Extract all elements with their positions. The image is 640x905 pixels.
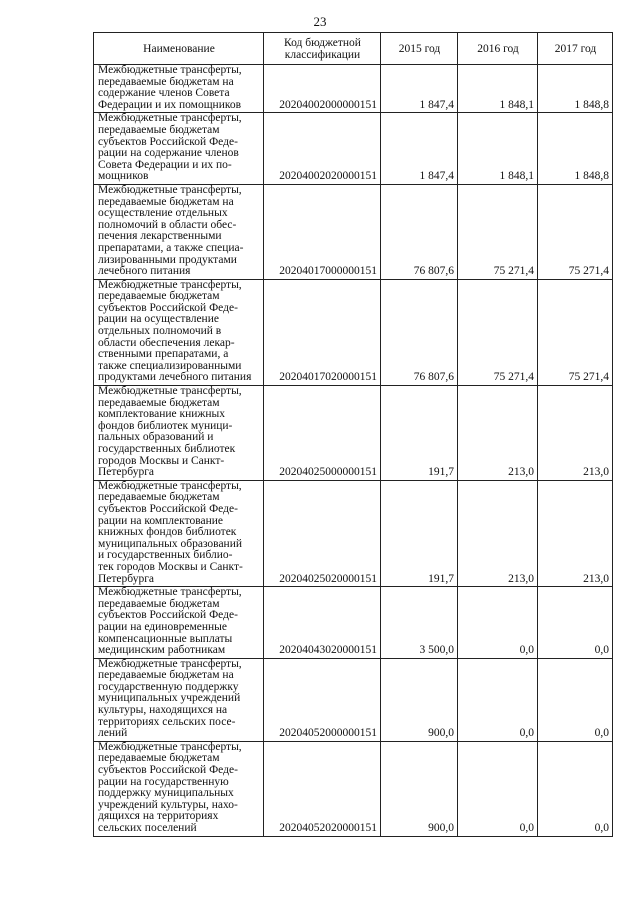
table-row	[94, 480, 613, 586]
table-row	[94, 113, 613, 185]
header-2015: 2015 год	[381, 33, 458, 65]
row-2017: 75 271,4	[538, 184, 613, 279]
row-2015: 76 807,6	[381, 184, 458, 279]
row-name: Межбюджетные трансферты, передаваемые бюджетам на содержание членов Совета Федерации и их помощников	[94, 65, 264, 113]
row-2017: 213,0	[538, 386, 613, 481]
header-code: Код бюджетной классификации	[264, 33, 381, 65]
row-code: 20204043020000151	[264, 587, 381, 659]
row-2016: 75 271,4	[458, 184, 538, 279]
header-2016: 2016 год	[458, 33, 538, 65]
table-header-row	[94, 33, 613, 65]
row-2016: 1 848,1	[458, 65, 538, 113]
table-row	[94, 587, 613, 659]
row-2015: 3 500,0	[381, 587, 458, 659]
table-row	[94, 184, 613, 279]
row-2017: 1 848,8	[538, 65, 613, 113]
row-2015: 900,0	[381, 658, 458, 741]
row-name: Межбюджетные трансферты, передаваемые бюджетам субъектов Российской Феде- рации на государственную поддержку муниципальных учреждений культуры, нахо- дящихся на территориях сельских поселений	[94, 741, 264, 836]
row-code: 20204025000000151	[264, 386, 381, 481]
row-2015: 76 807,6	[381, 279, 458, 385]
row-name: Межбюджетные трансферты, передаваемые бюджетам субъектов Российской Феде- рации на содержание членов Совета Федерации и их по- мощников	[94, 113, 264, 185]
row-2017: 0,0	[538, 658, 613, 741]
budget-table	[93, 32, 613, 837]
row-2016: 1 848,1	[458, 113, 538, 185]
row-2016: 213,0	[458, 480, 538, 586]
row-2017: 75 271,4	[538, 279, 613, 385]
row-2015: 900,0	[381, 741, 458, 836]
header-2017: 2017 год	[538, 33, 613, 65]
row-2015: 1 847,4	[381, 65, 458, 113]
row-2016: 0,0	[458, 658, 538, 741]
table-row	[94, 741, 613, 836]
row-name: Межбюджетные трансферты, передаваемые бюджетам субъектов Российской Феде- рации на единовременные компенсационные выплаты медицинским работникам	[94, 587, 264, 659]
table-row	[94, 279, 613, 385]
header-name: Наименование	[94, 33, 264, 65]
row-code: 20204002000000151	[264, 65, 381, 113]
row-2016: 75 271,4	[458, 279, 538, 385]
row-2015: 191,7	[381, 480, 458, 586]
table-row	[94, 386, 613, 481]
row-2017: 0,0	[538, 741, 613, 836]
row-2016: 0,0	[458, 587, 538, 659]
row-2017: 1 848,8	[538, 113, 613, 185]
row-code: 20204052020000151	[264, 741, 381, 836]
row-2015: 191,7	[381, 386, 458, 481]
row-2015: 1 847,4	[381, 113, 458, 185]
row-code: 20204052000000151	[264, 658, 381, 741]
row-name: Межбюджетные трансферты, передаваемые бюджетам субъектов Российской Феде- рации на осуществление отдельных полномочий в области обеспечения лекар- ственными препаратами, а также специализированными продуктами лечебного питания	[94, 279, 264, 385]
table-row	[94, 65, 613, 113]
page-number: 23	[313, 14, 327, 29]
row-2016: 0,0	[458, 741, 538, 836]
row-2016: 213,0	[458, 386, 538, 481]
row-code: 20204017020000151	[264, 279, 381, 385]
row-name: Межбюджетные трансферты, передаваемые бюджетам на осуществление отдельных полномочий в области обес- печения лекарственными препаратами, а также специа- лизированными продуктами лечебного питания	[94, 184, 264, 279]
row-code: 20204025020000151	[264, 480, 381, 586]
row-name: Межбюджетные трансферты, передаваемые бюджетам на государственную поддержку муниципальных учреждений культуры, находящихся на территориях сельских посе- лений	[94, 658, 264, 741]
row-code: 20204002020000151	[264, 113, 381, 185]
row-2017: 213,0	[538, 480, 613, 586]
row-name: Межбюджетные трансферты, передаваемые бюджетам субъектов Российской Феде- рации на комплектование книжных фондов библиотек муниципальных образований и государственных библио- тек городов Москвы и Санкт- Петербурга	[94, 480, 264, 586]
row-name: Межбюджетные трансферты, передаваемые бюджетам комплектование книжных фондов библиотек муници- пальных образований и государственных библиотек городов Москвы и Санкт- Петербурга	[94, 386, 264, 481]
row-code: 20204017000000151	[264, 184, 381, 279]
table-row	[94, 658, 613, 741]
row-2017: 0,0	[538, 587, 613, 659]
